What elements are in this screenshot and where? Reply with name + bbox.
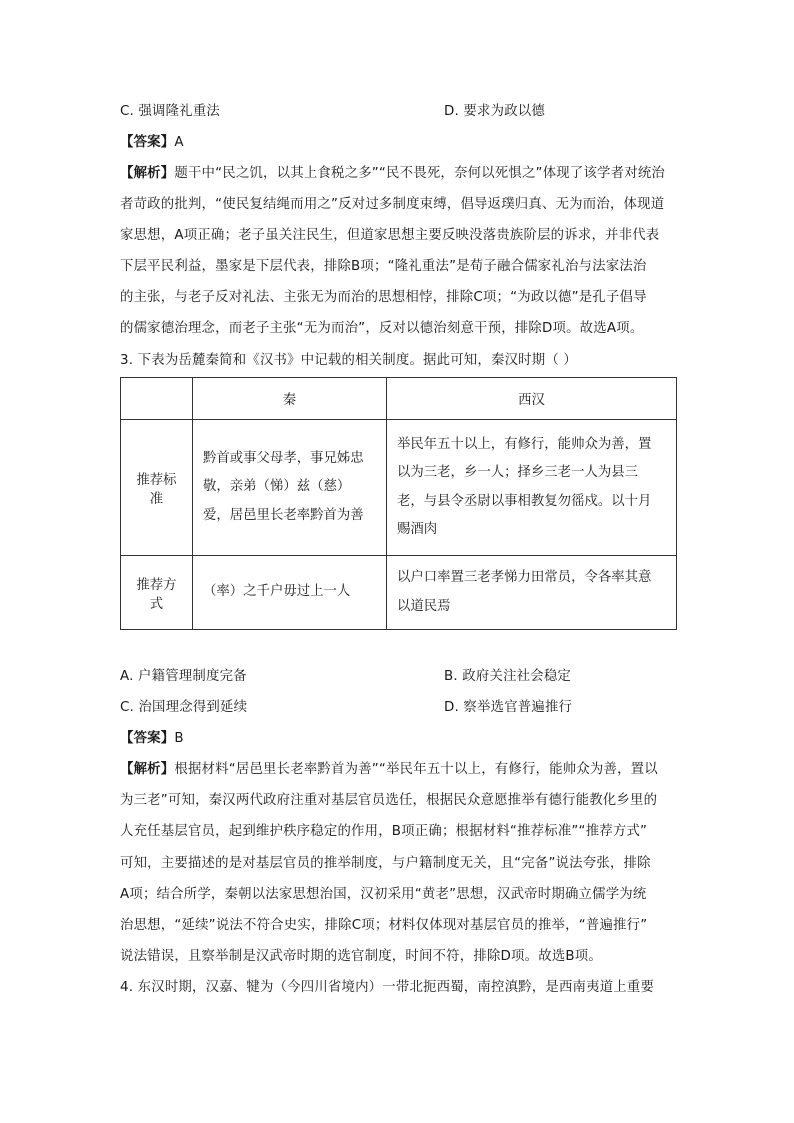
answer-line <box>120 134 184 151</box>
analysis-tag: 【解析】 <box>120 762 175 777</box>
answer-line <box>120 730 184 747</box>
cell-line: 赐酒肉 <box>397 522 438 537</box>
row-label-method: 推荐方式 <box>121 556 193 630</box>
row-label-standard: 推荐标准 <box>121 420 193 556</box>
option-d: D. 察举选官普遍推行 <box>444 700 573 715</box>
analysis-line: 家思想，A项正确；老子虽关注民生，但道家思想主要反映没落贵族阶层的诉求，并非代表 <box>120 228 660 243</box>
cell-line: 黔首或事父母孝，事兄姊忠 <box>203 450 364 466</box>
cell-line: 以户口率置三老孝悌力田常员，令各率其意 <box>397 570 652 585</box>
option-d: D. 要求为政以德 <box>444 104 545 119</box>
table-corner-cell <box>121 378 193 420</box>
qin-standard-cell <box>193 420 387 556</box>
table-row <box>121 420 677 556</box>
cell-line: 举民年五十以上，有修行，能帅众为善，置 <box>397 436 652 452</box>
cell-line: 敬，亲弟（悌）兹（慈） <box>203 479 351 495</box>
cell-line: 老，与县令丞尉以事相教复勿徭戍。以十月 <box>397 493 652 509</box>
answer-value: B <box>174 731 184 746</box>
han-method-cell <box>387 556 677 630</box>
analysis-line: 的主张，与老子反对礼法、主张无为而治的思想相悖，排除C项；“为政以德”是孔子倡导 <box>120 290 647 305</box>
han-standard-cell <box>387 420 677 556</box>
answer-tag: 【答案】 <box>120 731 175 746</box>
option-a: A. 户籍管理制度完备 <box>120 669 247 684</box>
analysis-line: 人充任基层官员，起到维护秩序稳定的作用，B项正确；根据材料“推荐标准”“推荐方式” <box>120 824 648 839</box>
analysis-line: 可知，主要描述的是对基层官员的推举制度，与户籍制度无关，且“完备”说法夸张，排除 <box>120 856 651 871</box>
comparison-table <box>120 377 677 630</box>
header-qin: 秦 <box>193 378 387 420</box>
table-header-row <box>121 378 677 420</box>
analysis-text: 题干中“民之饥，以其上食税之多”“民不畏死，奈何以死惧之”体现了该学者对统治 <box>174 166 666 181</box>
analysis-line: 说法错误，且察举制是汉武帝时期的选官制度，时间不符，排除D项。故选B项。 <box>120 949 602 964</box>
answer-value: A <box>174 135 184 150</box>
answer-tag: 【答案】 <box>120 135 175 150</box>
analysis-line: 为三老”可知，秦汉两代政府注重对基层官员选任，根据民众意愿推举有德行能教化乡里的 <box>120 793 658 808</box>
analysis-line: 的儒家德治理念，而老子主张“无为而治”，反对以德治刻意干预，排除D项。故选A项。 <box>120 321 644 336</box>
table-row <box>121 556 677 630</box>
analysis-line: 治思想，“延续”说法不符合史实，排除C项；材料仅体现对基层官员的推举，“普遍推行” <box>120 918 648 933</box>
question-stem: 3. 下表为岳麓秦简和《汉书》中记载的相关制度。据此可知，秦汉时期（ ） <box>120 353 577 368</box>
option-b: B. 政府关注社会稳定 <box>444 669 572 684</box>
question-stem: 4. 东汉时期，汉嘉、犍为（今四川省境内）一带北扼西蜀，南控滇黔，是西南夷道上重要 <box>120 980 655 995</box>
analysis-line <box>120 165 665 182</box>
analysis-text: 根据材料“居邑里长老率黔首为善”“举民年五十以上，有修行，能帅众为善，置以 <box>174 762 658 777</box>
analysis-line <box>120 761 658 778</box>
cell-line: 以道民焉 <box>397 598 451 614</box>
cell-line: 以为三老，乡一人；择乡三老一人为县三 <box>397 465 639 480</box>
option-c: C. 强调隆礼重法 <box>120 104 221 119</box>
analysis-line: 下层平民利益，墨家是下层代表，排除B项；“隆礼重法”是荀子融合儒家礼治与法家法治 <box>120 259 647 274</box>
analysis-line: 者苛政的批判，“使民复结绳而用之”反对过多制度束缚，倡导返璞归真、无为而治，体现道 <box>120 197 665 212</box>
cell-line: 爱，居邑里长老率黔首为善 <box>203 507 364 523</box>
option-c: C. 治国理念得到延续 <box>120 700 248 715</box>
cell-line: （率）之千户毋过上一人 <box>203 584 351 600</box>
analysis-line: A项；结合所学，秦朝以法家思想治国，汉初采用“黄老”思想，汉武帝时期确立儒学为统 <box>120 887 647 902</box>
header-han: 西汉 <box>387 378 677 420</box>
analysis-tag: 【解析】 <box>120 166 175 181</box>
qin-method-cell <box>193 556 387 630</box>
